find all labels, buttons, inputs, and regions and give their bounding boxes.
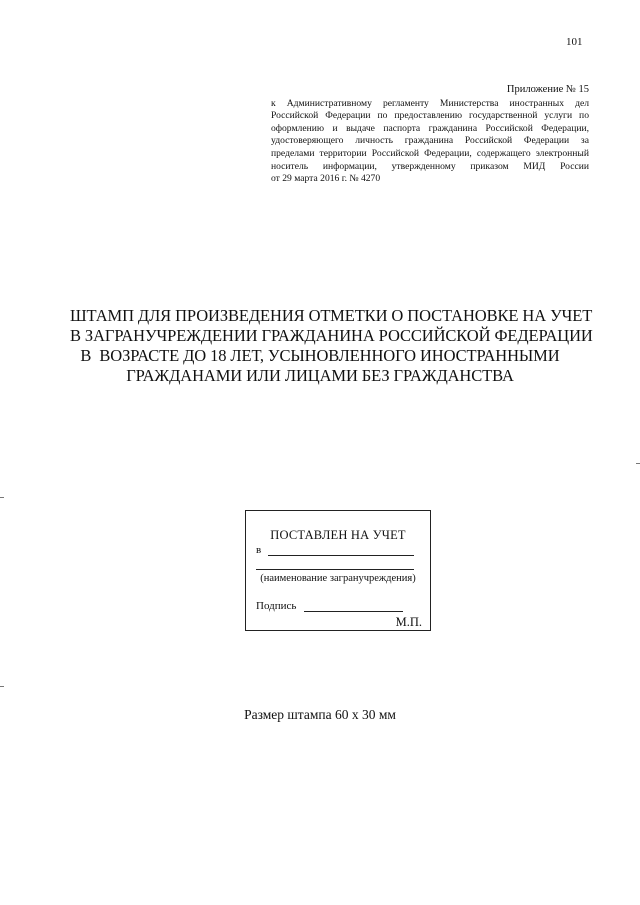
appendix-line: оформлению и выдаче паспорта гражданина Российской Федерации, (271, 122, 589, 134)
appendix-line: пределами территории Российской Федерации, содержащего электронный (271, 147, 589, 159)
document-title (70, 306, 593, 386)
stamp-institution-line (268, 555, 414, 556)
scan-edge-mark (0, 497, 4, 498)
scan-edge-mark (636, 463, 640, 464)
stamp-institution-line-2 (256, 569, 414, 570)
stamp-in-label: в (256, 544, 262, 556)
appendix-line: носитель информации, утвержденному приказом МИД России (271, 160, 589, 172)
page-number: 101 (566, 36, 583, 48)
appendix-line: к Административному регламенту Министерства иностранных дел (271, 97, 589, 109)
stamp-caption: (наименование загранучреждения) (260, 573, 416, 584)
document-title-line: ГРАЖДАНАМИ ИЛИ ЛИЦАМИ БЕЗ ГРАЖДАНСТВА (126, 366, 514, 385)
document-title-line: В ЗАГРАНУЧРЕЖДЕНИИ ГРАЖДАНИНА РОССИЙСКОЙ ФЕДЕРАЦИИ (70, 326, 593, 345)
stamp-frame (245, 510, 431, 631)
appendix-line: Российской Федерации по предоставлению государственной услуги по (271, 110, 589, 122)
stamp-seal-label: М.П. (395, 615, 422, 629)
stamp-signature-label: Подпись (256, 600, 297, 612)
stamp-signature-line (304, 611, 403, 612)
appendix-date: от 29 марта 2016 г. № 4270 (271, 173, 381, 185)
document-title-line: В ВОЗРАСТЕ ДО 18 ЛЕТ, УСЫНОВЛЕННОГО ИНОСТРАННЫМИ (80, 346, 560, 365)
appendix-block (271, 84, 589, 186)
document-title-line: ШТАМП ДЛЯ ПРОИЗВЕДЕНИЯ ОТМЕТКИ О ПОСТАНОВКЕ НА УЧЕТ (70, 306, 593, 325)
scan-edge-mark (0, 686, 4, 687)
stamp-size-note: Размер штампа 60 х 30 мм (244, 707, 396, 722)
stamp-heading: ПОСТАВЛЕН НА УЧЕТ (270, 528, 406, 542)
appendix-title: Приложение № 15 (506, 84, 589, 95)
appendix-line: удостоверяющего личность гражданина Российской Федерации за (271, 135, 589, 147)
